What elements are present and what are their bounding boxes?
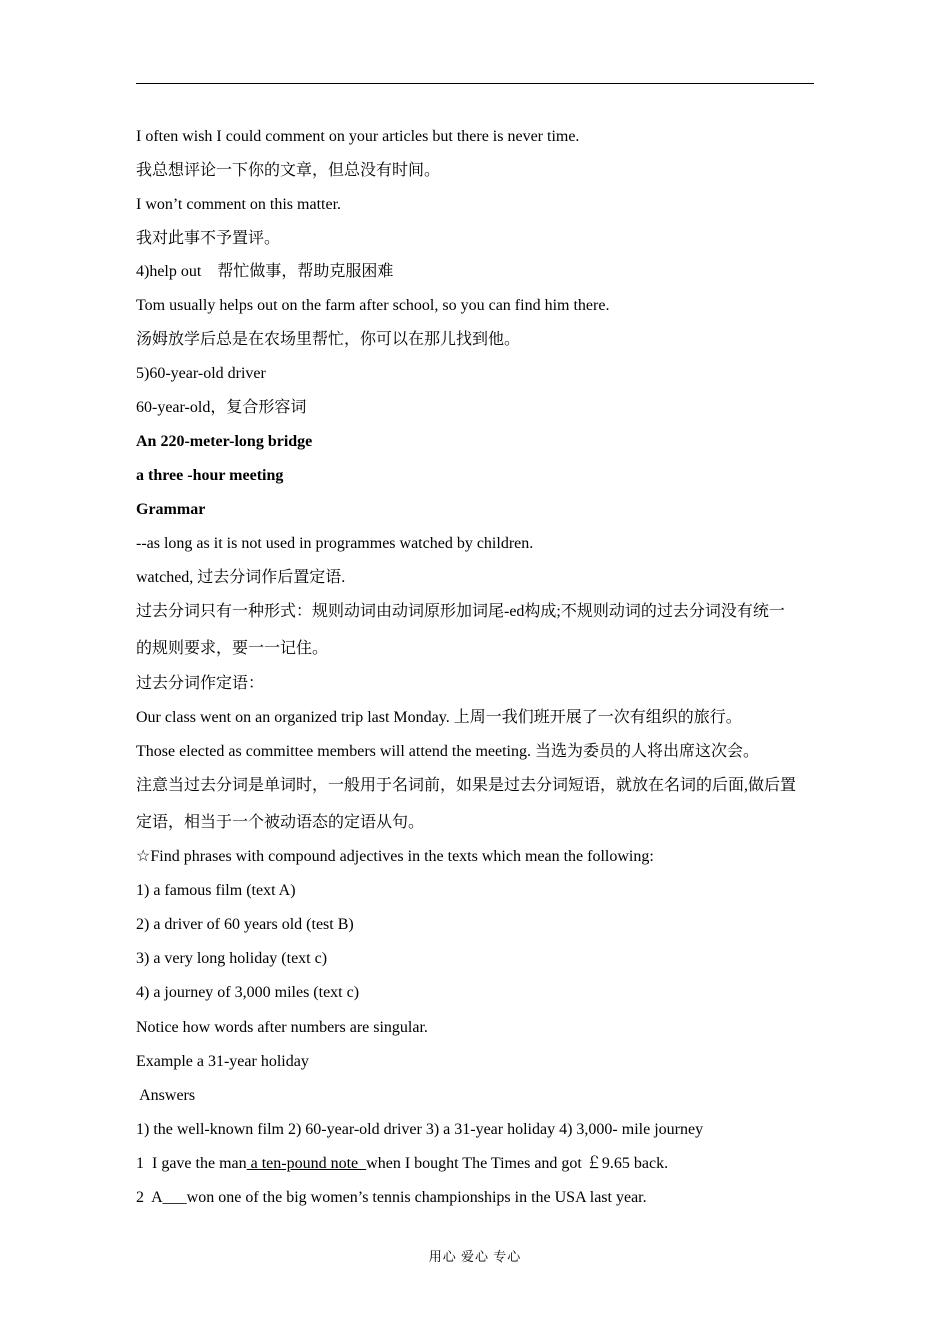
text-line: Notice how words after numbers are singular.	[136, 1019, 428, 1036]
exercise-2-suffix: won one of the big women’s tennis championships in the USA last year.	[186, 1189, 647, 1206]
text-line: 过去分词作定语：	[136, 675, 265, 692]
exercise-1	[136, 1154, 668, 1174]
answers-line: 1) the well-known film 2) 60-year-old driver 3) a 31-year holiday 4) 3,000- mile journey	[136, 1121, 704, 1138]
example-phrase: a three -hour meeting	[136, 467, 284, 484]
exercise-2-blank: ___	[162, 1189, 187, 1206]
section-heading-grammar: Grammar	[136, 501, 206, 518]
page-footer: 用心 爱心 专心	[428, 1249, 522, 1264]
exercise-2-prefix: 2 A	[136, 1189, 163, 1206]
text-line: 定语，相当于一个被动语态的定语从句。	[136, 814, 425, 831]
task-item: 3) a very long holiday (text c)	[136, 950, 328, 967]
text-line: I won’t comment on this matter.	[136, 196, 342, 213]
example-phrase: An 220-meter-long bridge	[136, 433, 313, 450]
text-line: 过去分词只有一种形式：规则动词由动词原形加词尾-ed构成;不规则动词的过去分词没有统一	[136, 603, 785, 620]
text-line: 汤姆放学后总是在农场里帮忙，你可以在那儿找到他。	[136, 331, 521, 348]
text-line: 4)help out 帮忙做事，帮助克服困难	[136, 263, 394, 280]
exercise-2	[136, 1188, 647, 1208]
text-line: 注意当过去分词是单词时，一般用于名词前，如果是过去分词短语，就放在名词的后面,做后置	[136, 777, 797, 794]
task-instruction: ☆Find phrases with compound adjectives in the texts which mean the following:	[136, 848, 654, 865]
text-line: 我总想评论一下你的文章，但总没有时间。	[136, 162, 441, 179]
text-line: watched, 过去分词作后置定语.	[136, 569, 346, 586]
text-line: 的规则要求，要一一记住。	[136, 640, 329, 657]
text-line: Example a 31-year holiday	[136, 1053, 309, 1070]
task-item: 1) a famous film (text A)	[136, 882, 296, 899]
task-item: 4) a journey of 3,000 miles (text c)	[136, 984, 360, 1001]
text-line: 我对此事不予置评。	[136, 230, 281, 247]
text-line: Tom usually helps out on the farm after school, so you can find him there.	[136, 297, 610, 314]
header-rule	[136, 83, 814, 84]
text-line: Our class went on an organized trip last Monday. 上周一我们班开展了一次有组织的旅行。	[136, 709, 742, 726]
task-item: 2) a driver of 60 years old (test B)	[136, 916, 354, 933]
answers-label: Answers	[136, 1087, 196, 1104]
exercise-1-answer: a ten-pound note	[246, 1155, 367, 1172]
text-line: 5)60-year-old driver	[136, 365, 266, 382]
text-line: --as long as it is not used in programmes watched by children.	[136, 535, 534, 552]
exercise-1-suffix: when I bought The Times and got ￡9.65 back.	[366, 1155, 669, 1172]
text-line: 60-year-old，复合形容词	[136, 399, 307, 416]
text-line: I often wish I could comment on your articles but there is never time.	[136, 128, 580, 145]
text-line: Those elected as committee members will attend the meeting. 当选为委员的人将出席这次会。	[136, 743, 759, 760]
exercise-1-prefix: 1 I gave the man	[136, 1155, 247, 1172]
